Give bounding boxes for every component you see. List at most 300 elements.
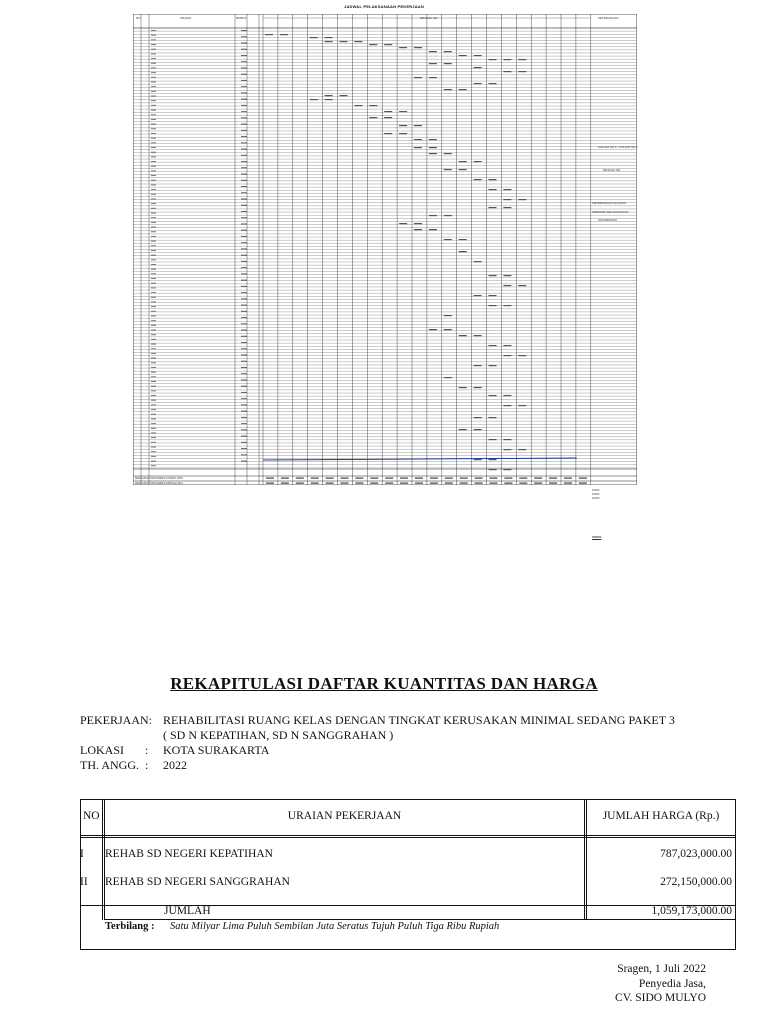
terbilang-text: Satu Milyar Lima Puluh Sembilan Juta Seratus Tujuh Puluh Tiga Ribu Rupiah bbox=[170, 921, 500, 932]
schedule-uraian-text bbox=[151, 180, 156, 181]
schedule-bobot-value bbox=[241, 180, 247, 181]
schedule-cell-value bbox=[503, 305, 511, 306]
schedule-bobot-value bbox=[241, 336, 247, 337]
schedule-progress-value bbox=[266, 478, 274, 479]
schedule-uraian-text bbox=[151, 362, 156, 363]
schedule-bobot-value bbox=[241, 404, 247, 405]
schedule-cell-value bbox=[414, 77, 422, 78]
schedule-bobot-value bbox=[241, 211, 247, 212]
schedule-bobot-value bbox=[241, 323, 247, 324]
schedule-uraian-text bbox=[151, 301, 156, 302]
table-border bbox=[80, 837, 736, 838]
schedule-progress-value bbox=[355, 478, 363, 479]
schedule-uraian-text bbox=[151, 414, 156, 415]
schedule-cell-value bbox=[444, 153, 452, 154]
schedule-uraian-text bbox=[151, 194, 156, 195]
schedule-cell-value bbox=[474, 67, 482, 68]
schedule-bobot-value bbox=[241, 99, 247, 100]
schedule-cell-value bbox=[489, 59, 497, 60]
schedule-progress-value bbox=[445, 478, 453, 479]
table-border bbox=[80, 949, 736, 950]
schedule-cell-value bbox=[459, 55, 467, 56]
schedule-uraian-text bbox=[151, 208, 156, 209]
schedule-progress-value bbox=[534, 483, 542, 484]
schedule-footer-row: RENCANA PROGRES MINGGUAN bbox=[135, 481, 183, 485]
schedule-progress-value bbox=[355, 483, 363, 484]
row-no: I bbox=[80, 848, 84, 860]
schedule-cell-value bbox=[474, 83, 482, 84]
schedule-cell-value bbox=[414, 47, 422, 48]
schedule-title: JADWAL PELAKSANAAN PEKERJAAN bbox=[344, 4, 424, 9]
schedule-bobot-value bbox=[241, 354, 247, 355]
schedule-bobot-value bbox=[241, 242, 247, 243]
schedule-uraian-text bbox=[151, 156, 156, 157]
schedule-bobot-value bbox=[241, 267, 247, 268]
schedule-uraian-text bbox=[151, 166, 156, 167]
schedule-header-uraian: URAIAN bbox=[180, 16, 192, 20]
schedule-uraian-text bbox=[151, 105, 156, 106]
schedule-cell-value bbox=[399, 223, 407, 224]
schedule-uraian-text bbox=[151, 255, 156, 256]
schedule-cell-value bbox=[489, 295, 497, 296]
schedule-cell-value bbox=[474, 429, 482, 430]
schedule-bobot-value bbox=[241, 42, 247, 43]
schedule-cell-value bbox=[384, 44, 392, 45]
schedule-progress-value bbox=[564, 483, 572, 484]
schedule-bobot-value bbox=[241, 136, 247, 137]
schedule-uraian-text bbox=[151, 432, 156, 433]
schedule-cell-value bbox=[429, 147, 437, 148]
schedule-side-note: 100% bbox=[592, 496, 600, 500]
schedule-cell-value bbox=[280, 34, 288, 35]
schedule-progress-value bbox=[490, 483, 498, 484]
schedule-bobot-value bbox=[241, 92, 247, 93]
schedule-cell-value bbox=[399, 47, 407, 48]
schedule-uraian-text bbox=[151, 53, 156, 54]
schedule-cell-value bbox=[429, 215, 437, 216]
schedule-cell-value bbox=[518, 405, 526, 406]
schedule-uraian-text bbox=[151, 63, 156, 64]
schedule-cell-value bbox=[429, 139, 437, 140]
schedule-cell-value bbox=[429, 51, 437, 52]
schedule-uraian-text bbox=[151, 91, 156, 92]
schedule-uraian-text bbox=[151, 269, 156, 270]
schedule-bobot-value bbox=[241, 292, 247, 293]
schedule-bobot-value bbox=[241, 223, 247, 224]
schedule-bobot-value bbox=[241, 429, 247, 430]
schedule-cell-value bbox=[459, 169, 467, 170]
schedule-progress-value bbox=[445, 483, 453, 484]
schedule-uraian-text bbox=[151, 189, 156, 190]
schedule-uraian-text bbox=[151, 447, 156, 448]
schedule-uraian-text bbox=[151, 437, 156, 438]
schedule-progress-value bbox=[281, 478, 289, 479]
schedule-progress-value bbox=[460, 483, 468, 484]
info-colon: : bbox=[145, 743, 149, 757]
schedule-note: KOLOM NO.1 / KOLOM NO.2 bbox=[598, 145, 638, 149]
schedule-uraian-text bbox=[151, 49, 156, 50]
schedule-bobot-value bbox=[241, 398, 247, 399]
schedule-header-no: NO bbox=[136, 16, 141, 20]
schedule-cell-value bbox=[518, 59, 526, 60]
schedule-uraian-text bbox=[151, 330, 156, 331]
schedule-progress-value bbox=[430, 478, 438, 479]
schedule-progress-value bbox=[341, 478, 349, 479]
schedule-cell-value bbox=[429, 63, 437, 64]
schedule-progress-value bbox=[430, 483, 438, 484]
schedule-uraian-text bbox=[151, 119, 156, 120]
schedule-cell-value bbox=[503, 439, 511, 440]
schedule-uraian-text bbox=[151, 348, 156, 349]
schedule-cell-value bbox=[325, 95, 333, 96]
schedule-cell-value bbox=[369, 105, 377, 106]
schedule-cell-value bbox=[489, 179, 497, 180]
schedule-bobot-value bbox=[241, 61, 247, 62]
schedule-bobot-value bbox=[241, 55, 247, 56]
schedule-cell-value bbox=[459, 335, 467, 336]
info-label: LOKASI bbox=[80, 743, 124, 757]
schedule-uraian-text bbox=[151, 77, 156, 78]
schedule-cell-value bbox=[399, 125, 407, 126]
schedule-progress-value bbox=[400, 483, 408, 484]
schedule-cell-value bbox=[459, 161, 467, 162]
schedule-uraian-text bbox=[151, 390, 156, 391]
schedule-uraian-text bbox=[151, 72, 156, 73]
schedule-cell-value bbox=[518, 199, 526, 200]
schedule-cell-value bbox=[414, 125, 422, 126]
schedule-bobot-value bbox=[241, 174, 247, 175]
total-value: 1,059,173,000.00 bbox=[651, 905, 732, 917]
schedule-uraian-text bbox=[151, 44, 156, 45]
schedule-cell-value bbox=[518, 355, 526, 356]
info-label: PEKERJAAN: bbox=[80, 713, 153, 727]
schedule-cell-value bbox=[503, 71, 511, 72]
schedule-uraian-text bbox=[151, 250, 156, 251]
schedule-uraian-text bbox=[151, 428, 156, 429]
schedule-bobot-value bbox=[241, 149, 247, 150]
schedule-cell-value bbox=[518, 285, 526, 286]
schedule-header-ket: KETERANGAN bbox=[598, 16, 619, 20]
schedule-bobot-value bbox=[241, 124, 247, 125]
schedule-uraian-text bbox=[151, 35, 156, 36]
schedule-note: KETERANGAN KHUSUS bbox=[592, 201, 627, 205]
schedule-uraian-text bbox=[151, 409, 156, 410]
info-label: TH. ANGG. bbox=[80, 758, 139, 772]
table-border bbox=[735, 799, 736, 950]
schedule-progress-value bbox=[549, 483, 557, 484]
schedule-uraian-text bbox=[151, 273, 156, 274]
schedule-uraian-text bbox=[151, 395, 156, 396]
schedule-bobot-value bbox=[241, 348, 247, 349]
schedule-cell-value bbox=[474, 161, 482, 162]
schedule-uraian-text bbox=[151, 325, 156, 326]
schedule-cell-value bbox=[444, 315, 452, 316]
schedule-bobot-value bbox=[241, 236, 247, 237]
schedule-bobot-value bbox=[241, 311, 247, 312]
schedule-cell-value bbox=[474, 55, 482, 56]
schedule-cell-value bbox=[503, 285, 511, 286]
schedule-cell-value bbox=[489, 439, 497, 440]
schedule-side-note: 100% bbox=[592, 488, 600, 492]
schedule-cell-value bbox=[369, 117, 377, 118]
schedule-table bbox=[133, 14, 637, 485]
schedule-uraian-text bbox=[151, 128, 156, 129]
table-border bbox=[80, 835, 736, 836]
schedule-note: PERIODE PELAKSANAAN bbox=[592, 210, 629, 214]
schedule-cell-value bbox=[325, 41, 333, 42]
schedule-progress-value bbox=[326, 478, 334, 479]
schedule-uraian-text bbox=[151, 236, 156, 237]
schedule-uraian-text bbox=[151, 198, 156, 199]
schedule-uraian-text bbox=[151, 81, 156, 82]
schedule-uraian-text bbox=[151, 213, 156, 214]
schedule-uraian-text bbox=[151, 297, 156, 298]
schedule-cell-value bbox=[459, 429, 467, 430]
schedule-progress-value bbox=[326, 483, 334, 484]
schedule-cell-value bbox=[354, 105, 362, 106]
schedule-uraian-text bbox=[151, 386, 156, 387]
schedule-cell-value bbox=[340, 95, 348, 96]
schedule-bobot-value bbox=[241, 217, 247, 218]
schedule-uraian-text bbox=[151, 245, 156, 246]
schedule-cell-value bbox=[429, 229, 437, 230]
schedule-cell-value bbox=[489, 83, 497, 84]
schedule-cell-value bbox=[429, 77, 437, 78]
schedule-bobot-value bbox=[241, 255, 247, 256]
schedule-bobot-value bbox=[241, 130, 247, 131]
schedule-uraian-text bbox=[151, 283, 156, 284]
schedule-note: KOORDINASI bbox=[598, 218, 617, 222]
table-border bbox=[104, 919, 736, 920]
schedule-uraian-text bbox=[151, 292, 156, 293]
info-value: ( SD N KEPATIHAN, SD N SANGGRAHAN ) bbox=[163, 728, 394, 742]
schedule-bobot-value bbox=[241, 49, 247, 50]
schedule-note: MINGGU KE bbox=[603, 168, 621, 172]
schedule-uraian-text bbox=[151, 465, 156, 466]
schedule-cell-value bbox=[503, 449, 511, 450]
signature-company: CV. SIDO MULYO bbox=[615, 992, 706, 1004]
signature-role: Penyedia Jasa, bbox=[638, 977, 706, 990]
schedule-progress-value bbox=[341, 483, 349, 484]
schedule-bobot-value bbox=[241, 117, 247, 118]
terbilang-label: Terbilang : bbox=[105, 921, 155, 932]
schedule-bobot-value bbox=[241, 305, 247, 306]
schedule-cell-value bbox=[489, 345, 497, 346]
schedule-uraian-text bbox=[151, 259, 156, 260]
schedule-cell-value bbox=[503, 59, 511, 60]
info-value: KOTA SURAKARTA bbox=[163, 743, 270, 757]
schedule-header-bobot: BOBOT bbox=[236, 16, 247, 20]
schedule-cell-value bbox=[369, 44, 377, 45]
schedule-uraian-text bbox=[151, 381, 156, 382]
schedule-cell-value bbox=[444, 215, 452, 216]
schedule-bobot-value bbox=[241, 448, 247, 449]
row-uraian: REHAB SD NEGERI SANGGRAHAN bbox=[105, 876, 290, 888]
schedule-cell-value bbox=[474, 417, 482, 418]
schedule-uraian-text bbox=[151, 170, 156, 171]
schedule-cell-value bbox=[474, 179, 482, 180]
schedule-bobot-value bbox=[241, 230, 247, 231]
schedule-uraian-text bbox=[151, 86, 156, 87]
schedule-cell-value bbox=[489, 459, 497, 460]
schedule-uraian-text bbox=[151, 404, 156, 405]
schedule-uraian-text bbox=[151, 451, 156, 452]
schedule-cell-value bbox=[384, 133, 392, 134]
info-value: REHABILITASI RUANG KELAS DENGAN TINGKAT KERUSAKAN MINIMAL SEDANG PAKET 3 bbox=[163, 713, 675, 727]
schedule-bobot-value bbox=[241, 317, 247, 318]
schedule-uraian-text bbox=[151, 372, 156, 373]
schedule-cell-value bbox=[429, 329, 437, 330]
schedule-uraian-text bbox=[151, 161, 156, 162]
schedule-bobot-value bbox=[241, 392, 247, 393]
schedule-cell-value bbox=[503, 405, 511, 406]
schedule-bobot-value bbox=[241, 248, 247, 249]
schedule-cell-value bbox=[384, 117, 392, 118]
table-border bbox=[80, 799, 736, 800]
schedule-bobot-value bbox=[241, 80, 247, 81]
schedule-progress-value bbox=[460, 478, 468, 479]
info-value: 2022 bbox=[163, 758, 187, 772]
header-no: NO bbox=[83, 810, 100, 822]
schedule-progress-value bbox=[579, 478, 587, 479]
schedule-progress-value bbox=[475, 478, 483, 479]
schedule-uraian-text bbox=[151, 222, 156, 223]
schedule-bobot-value bbox=[241, 423, 247, 424]
schedule-cell-value bbox=[325, 37, 333, 38]
schedule-uraian-text bbox=[151, 461, 156, 462]
schedule-bobot-value bbox=[241, 186, 247, 187]
signature-block bbox=[615, 962, 706, 1006]
schedule-uraian-text bbox=[151, 339, 156, 340]
schedule-uraian-text bbox=[151, 231, 156, 232]
schedule-uraian-text bbox=[151, 353, 156, 354]
schedule-progress-value bbox=[534, 478, 542, 479]
schedule-cell-value bbox=[429, 153, 437, 154]
schedule-cell-value bbox=[310, 37, 318, 38]
schedule-bobot-value bbox=[241, 198, 247, 199]
schedule-bobot-value bbox=[241, 261, 247, 262]
schedule-uraian-text bbox=[151, 142, 156, 143]
schedule-uraian-text bbox=[151, 315, 156, 316]
schedule-progress-value bbox=[504, 478, 512, 479]
schedule-bobot-value bbox=[241, 417, 247, 418]
schedule-cell-value bbox=[474, 459, 482, 460]
table-border bbox=[102, 799, 103, 920]
schedule-cell-value bbox=[474, 387, 482, 388]
schedule-bobot-value bbox=[241, 36, 247, 37]
schedule-uraian-text bbox=[151, 320, 156, 321]
schedule-uraian-text bbox=[151, 147, 156, 148]
schedule-bobot-value bbox=[241, 30, 247, 31]
schedule-progress-value bbox=[475, 483, 483, 484]
schedule-cell-value bbox=[474, 365, 482, 366]
schedule-uraian-text bbox=[151, 96, 156, 97]
schedule-bobot-value bbox=[241, 142, 247, 143]
schedule-uraian-text bbox=[151, 175, 156, 176]
schedule-cell-value bbox=[503, 345, 511, 346]
schedule-cell-value bbox=[265, 34, 273, 35]
schedule-uraian-text bbox=[151, 306, 156, 307]
schedule-uraian-text bbox=[151, 203, 156, 204]
schedule-cell-value bbox=[503, 469, 511, 470]
schedule-bobot-value bbox=[241, 342, 247, 343]
schedule-progress-value bbox=[519, 478, 527, 479]
row-uraian: REHAB SD NEGERI KEPATIHAN bbox=[105, 848, 273, 860]
schedule-cell-value bbox=[489, 417, 497, 418]
schedule-progress-value bbox=[311, 483, 319, 484]
schedule-cell-value bbox=[474, 261, 482, 262]
schedule-bobot-value bbox=[241, 280, 247, 281]
schedule-cell-value bbox=[414, 139, 422, 140]
schedule-uraian-text bbox=[151, 217, 156, 218]
schedule-cell-value bbox=[399, 111, 407, 112]
schedule-progress-value bbox=[385, 483, 393, 484]
schedule-progress-value bbox=[281, 483, 289, 484]
schedule-bobot-value bbox=[241, 74, 247, 75]
schedule-cell-value bbox=[325, 99, 333, 100]
schedule-uraian-text bbox=[151, 138, 156, 139]
schedule-bobot-value bbox=[241, 286, 247, 287]
schedule-uraian-text bbox=[151, 110, 156, 111]
schedule-cell-value bbox=[518, 449, 526, 450]
schedule-cell-value bbox=[444, 377, 452, 378]
schedule-progress-value bbox=[415, 478, 423, 479]
schedule-side-note: 100% bbox=[592, 492, 600, 496]
schedule-cell-value bbox=[503, 275, 511, 276]
schedule-cell-value bbox=[414, 147, 422, 148]
recap-title: REKAPITULASI DAFTAR KUANTITAS DAN HARGA bbox=[170, 674, 598, 693]
schedule-uraian-text bbox=[151, 442, 156, 443]
schedule-uraian-text bbox=[151, 418, 156, 419]
schedule-progress-value bbox=[370, 483, 378, 484]
schedule-uraian-text bbox=[151, 334, 156, 335]
schedule-cell-value bbox=[503, 199, 511, 200]
schedule-bobot-value bbox=[241, 192, 247, 193]
schedule-uraian-text bbox=[151, 264, 156, 265]
schedule-progress-value bbox=[266, 483, 274, 484]
schedule-uraian-text bbox=[151, 100, 156, 101]
schedule-uraian-text bbox=[151, 423, 156, 424]
schedule-bobot-value bbox=[241, 105, 247, 106]
schedule-uraian-text bbox=[151, 124, 156, 125]
schedule-cell-value bbox=[489, 395, 497, 396]
schedule-progress-value bbox=[400, 478, 408, 479]
schedule-uraian-text bbox=[151, 456, 156, 457]
schedule-bobot-value bbox=[241, 205, 247, 206]
schedule-cell-value bbox=[503, 355, 511, 356]
schedule-bobot-value bbox=[241, 379, 247, 380]
schedule-progress-value bbox=[296, 483, 304, 484]
schedule-uraian-text bbox=[151, 184, 156, 185]
schedule-cell-value bbox=[474, 295, 482, 296]
schedule-uraian-text bbox=[151, 311, 156, 312]
schedule-bobot-value bbox=[241, 361, 247, 362]
schedule-cell-value bbox=[444, 63, 452, 64]
schedule-cell-value bbox=[489, 275, 497, 276]
schedule-progress-value bbox=[385, 478, 393, 479]
schedule-stamp: 1000% bbox=[592, 535, 602, 539]
schedule-cell-value bbox=[503, 207, 511, 208]
schedule-progress-value bbox=[296, 478, 304, 479]
schedule-uraian-text bbox=[151, 376, 156, 377]
schedule-cell-value bbox=[459, 89, 467, 90]
table-border bbox=[80, 799, 81, 950]
schedule-bobot-value bbox=[241, 442, 247, 443]
schedule-uraian-text bbox=[151, 227, 156, 228]
schedule-uraian-text bbox=[151, 39, 156, 40]
schedule-progress-value bbox=[490, 478, 498, 479]
schedule-cell-value bbox=[489, 305, 497, 306]
